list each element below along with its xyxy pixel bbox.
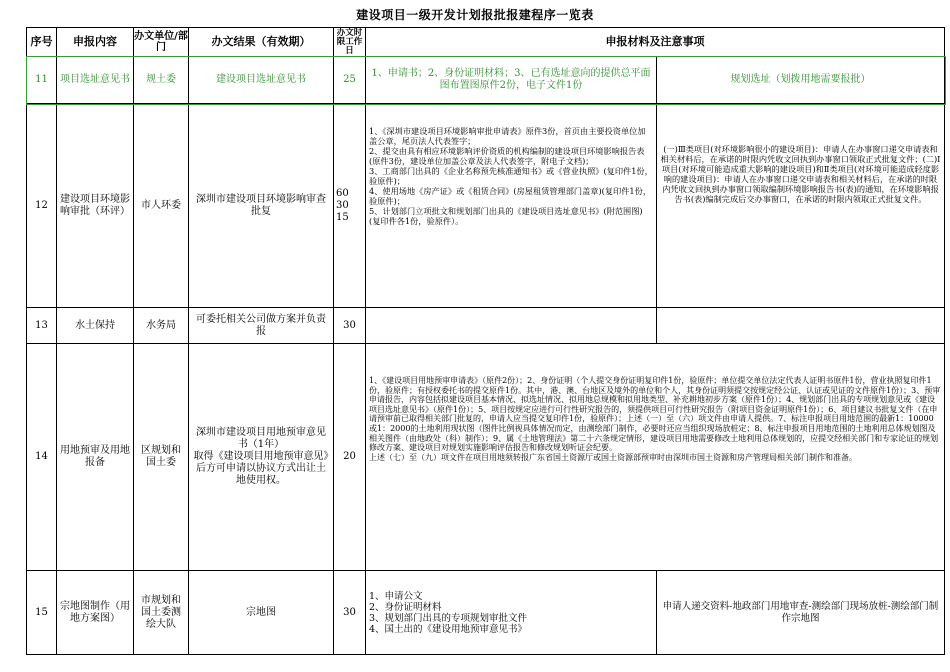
table-row	[27, 344, 945, 571]
row-dept: 市人环委	[134, 104, 189, 308]
row-materials	[366, 308, 657, 344]
page-title: 建设项目一级开发计划报批报建程序一览表	[356, 8, 594, 22]
row-time: 30	[334, 571, 366, 655]
row-time: 25	[334, 57, 366, 104]
row-time: 20	[334, 344, 366, 571]
row-result: 建设项目选址意见书	[189, 57, 334, 104]
table-row	[27, 104, 945, 308]
row-result: 深圳市建设项目环境影响审查批复	[189, 104, 334, 308]
row-materials: 1、《深圳市建设项目环境影响审批申请表》原件3份，首页由主要投资单位加盖公章，尾页法人代表签字； 2、提交由具有相应环境影响评价资质的机构编制的建设项目环境影响报告表(原件3份，建设单位加盖公章及法人代表签字，附电子文档)； 3、工商部门出具的《企业名称预先核准通知书》或《营业执照》(复印件1份，验原件)； 4、使用场地《房产证》或《租赁合同》(房屋租赁管理部门盖章)(复印件1份，验原件)； 5、计划部门立项批文和规划部门出具的《建设项目选址意见书》(附范围图)(复印件各1份，验原件）。	[366, 104, 657, 308]
row-no: 15	[27, 571, 57, 655]
row-notes: 规划选址（划拨用地需要报批）	[657, 57, 945, 104]
row-no: 12	[27, 104, 57, 308]
header-dept: 办文单位/部门	[134, 28, 189, 57]
header-result: 办文结果（有效期）	[189, 28, 334, 57]
row-notes	[657, 308, 945, 344]
row-result: 可委托相关公司做方案并负责报	[189, 308, 334, 344]
row-content: 宗地图制作（用地方案图）	[57, 571, 134, 655]
row-no: 13	[27, 308, 57, 344]
row-time: 60 30 15	[334, 104, 366, 308]
row-materials: 1、申请公文 2、身份证明材料 3、规划部门出具的专项规划审批文件 4、国土出的《建设用地预审意见书》	[366, 571, 657, 655]
row-content: 水土保持	[57, 308, 134, 344]
table-row	[27, 57, 945, 104]
row-content: 项目选址意见书	[57, 57, 134, 104]
header-no: 序号	[27, 28, 57, 57]
row-materials: 1、《建设项目用地预审申请表》（原件2份）；2、身份证明（个人提交身份证明复印件1份，验原件；单位提交单位法定代表人证明书原件1份，营业执照复印件1份，验原件；有授权委托书的提交原件1份。其中，港、澳、台地区及境外的单位和个人，其身份证明须提交按规定经公证、认证或见证的文件原件1份）；3、预审申请报告，内容包括拟建设项目基本情况、拟选址情况、拟用地总规模和拟用地类型、补充耕地初步方案（原件1份）；4、规划部门出具的专项规划意见或《建设项目选址意见书》（原件1份）；5、项目按规定应进行可行性研究报告的，须提供项目可行性研究报告（附项目资金证明原件1份）；6、项目建议书批复文件（在申请预审前已取得相关部门批复的，申请人应当提交复印件1份，验原件）；上述（一）至（六）项文件由申请人提供。7、标注申报项目用地范围的最新1：10000或1：2000的土地利用现状图（图件比例视具体情况而定，由测绘部门制作，必要时还应当组织现场放桩定；8、标注申报项目用地范围的土地利用总体规划图及相关图件（由地政处（科）制作）；9、属《土地管理法》第二十六条规定情形，建设项目用地需要修改土地利用总体规划的，应提交经相关部门和专家论证的规划修改方案、建设项目对规划实施影响评估报告和修改规划听证会纪要。 上述（七）至（九）项文件在项目用地须转报广东省国土资源厅或国土资源部预审时由深圳市国土资源和房产管理局相关部门制作和准备。	[366, 344, 945, 571]
row-no: 14	[27, 344, 57, 571]
header-row	[27, 28, 945, 57]
row-content: 用地预审及用地报备	[57, 344, 134, 571]
row-notes: (一)Ⅲ类项目(对环境影响很小的建设项目)：申请人在办事窗口递交申请表和相关材料后，在承诺的时限内凭收文回执到办事窗口领取正式批复文件；(二)Ⅰ项目(对环境可能造成重大影响的建设项目)和Ⅱ类项目(对环境可能造成轻度影响的建设项目)：申请人在办事窗口递交申请表和相关材料后，在承诺的时限内凭收文回执到办事窗口领取编制环境影响报告书(表)的通知，在环境影响报告书(表)编制完成后交办事窗口，在承诺的时限内领取正式批复文件。	[657, 104, 945, 308]
row-content: 建设项目环境影响审批（环评）	[57, 104, 134, 308]
row-result: 宗地图	[189, 571, 334, 655]
row-notes: 申请人递交资料-地政部门用地审查-测绘部门现场放桩-测绘部门制作宗地图	[657, 571, 945, 655]
header-content: 申报内容	[57, 28, 134, 57]
table-row	[27, 308, 945, 344]
header-materials: 申报材料及注意事项	[366, 28, 945, 57]
row-time: 30	[334, 308, 366, 344]
row-materials: 1、申请书；2、身份证明材料；3、已有选址意向的提供总平面图布置图原件2份，电子文件1份	[366, 57, 657, 104]
row-dept: 区规划和国土委	[134, 344, 189, 571]
header-time: 办文时限工作日	[334, 28, 366, 57]
procedure-table	[26, 27, 945, 655]
table-row	[27, 571, 945, 655]
row-no: 11	[27, 57, 57, 104]
row-dept: 规土委	[134, 57, 189, 104]
row-dept: 市规划和国土委测绘大队	[134, 571, 189, 655]
row-dept: 水务局	[134, 308, 189, 344]
row-result: 深圳市建设项目用地预审意见书（1年） 取得《建设项目用地预审意见》后方可申请以协议方式出让土地使用权。	[189, 344, 334, 571]
